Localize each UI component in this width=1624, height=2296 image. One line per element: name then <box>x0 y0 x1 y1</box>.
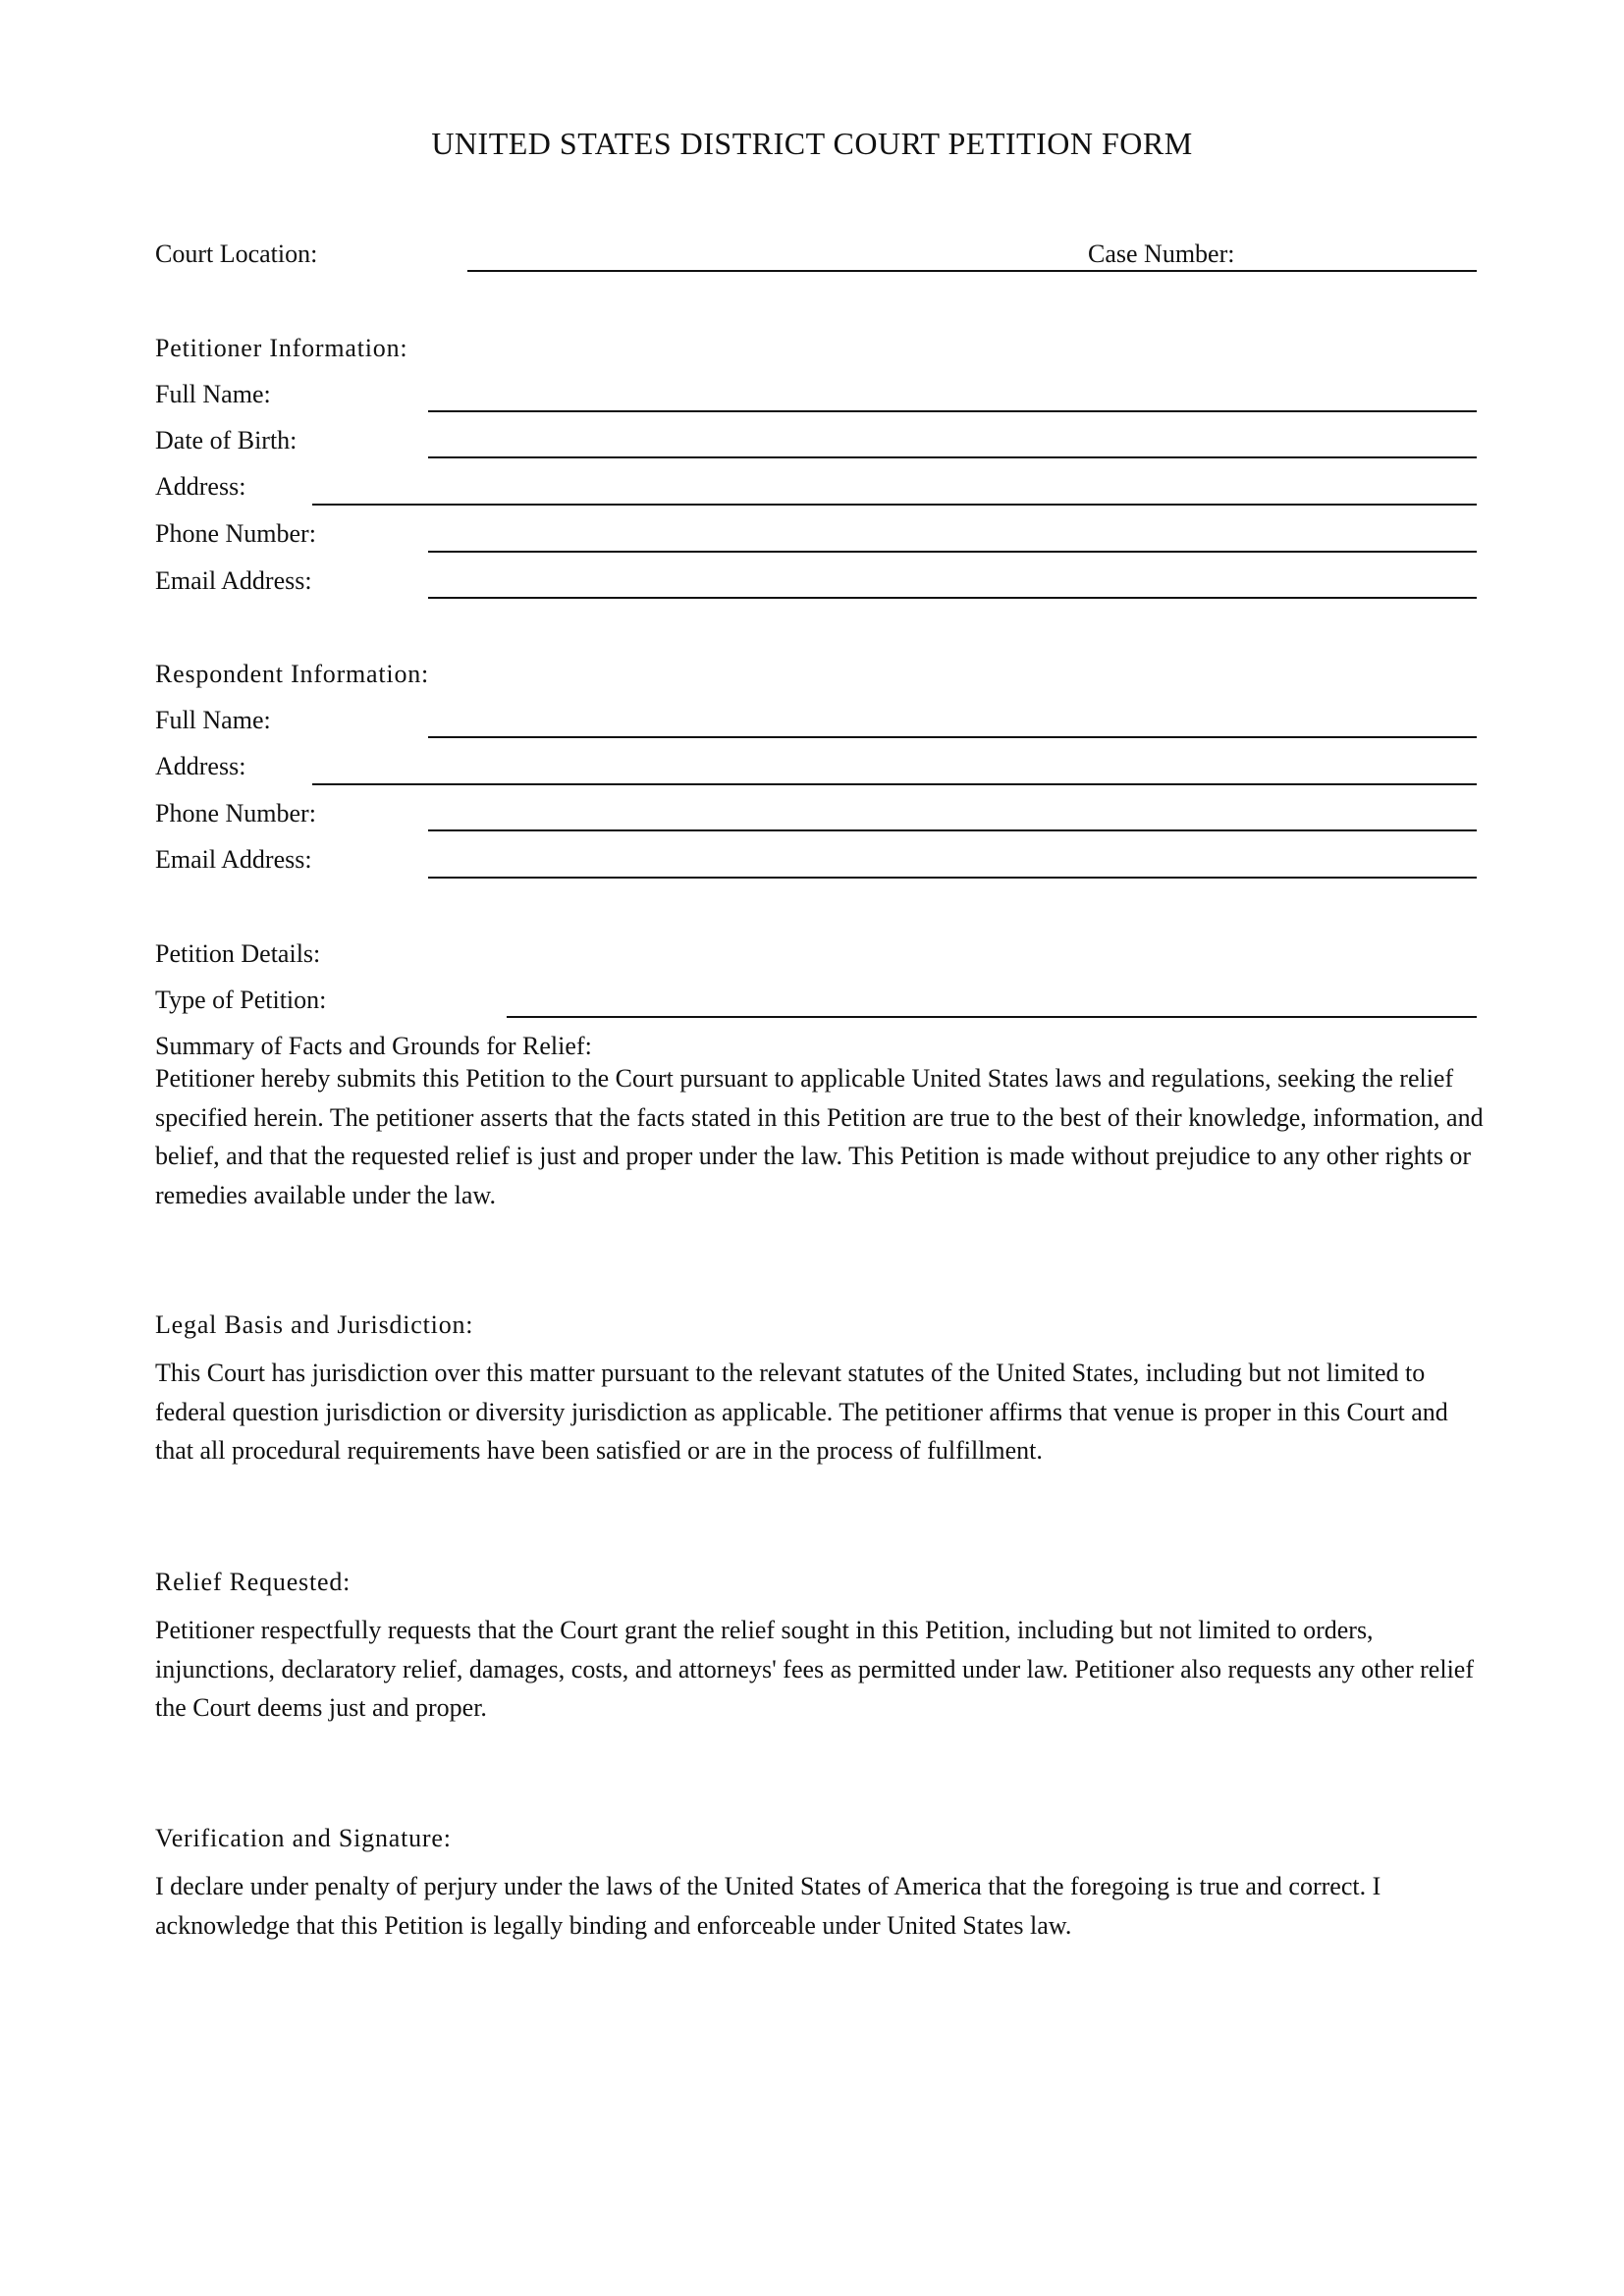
case-number-label: Case Number: <box>1088 240 1235 268</box>
summary-text: Petitioner hereby submits this Petition to the Court pursuant to applicable United States laws and regulations, seeking the relief specified herein. The petitioner asserts that the facts stated in this Petition are true to the best of their knowledge, information, and belief, and that the requested relief is just and proper under the law. This Petition is made without prejudice to any other rights or remedies available under the law. <box>155 1064 1484 1209</box>
petitioner-address-label: Address: <box>155 472 246 501</box>
relief-text: Petitioner respectfully requests that the Court grant the relief sought in this Petition, including but not limited to orders, injunctions, declaratory relief, damages, costs, and attorneys' fees as permitted under law. Petitioner also requests any other relief the Court deems just and proper. <box>155 1616 1474 1722</box>
respondent-full-name-field[interactable] <box>428 736 1477 738</box>
respondent-address-field[interactable] <box>312 783 1477 785</box>
petitioner-phone-label: Phone Number: <box>155 519 316 548</box>
verification-heading: Verification and Signature: <box>155 1824 452 1852</box>
court-location-field[interactable] <box>467 270 1477 272</box>
petitioner-dob-field[interactable] <box>428 456 1477 458</box>
legal-basis-text: This Court has jurisdiction over this matter pursuant to the relevant statutes of the United States, including but not limited to federal question jurisdiction or diversity jurisdiction as applicable. The petitioner affirms that venue is proper in this Court and that all procedural requirements have been satisfied or are in the process of fulfillment. <box>155 1359 1448 1465</box>
summary-label: Summary of Facts and Grounds for Relief: <box>155 1032 592 1060</box>
court-location-label: Court Location: <box>155 240 318 268</box>
petitioner-address-field[interactable] <box>312 504 1477 506</box>
relief-heading: Relief Requested: <box>155 1568 352 1596</box>
respondent-phone-label: Phone Number: <box>155 799 316 828</box>
respondent-address-label: Address: <box>155 752 246 780</box>
petition-type-label: Type of Petition: <box>155 986 327 1014</box>
form-title: UNITED STATES DISTRICT COURT PETITION FORM <box>431 126 1193 161</box>
petitioner-phone-field[interactable] <box>428 551 1477 553</box>
petitioner-full-name-field[interactable] <box>428 410 1477 412</box>
verification-text: I declare under penalty of perjury under the laws of the United States of America that the foregoing is true and correct. I acknowledge that this Petition is legally binding and enforceable under United States law. <box>155 1872 1381 1940</box>
legal-basis-heading: Legal Basis and Jurisdiction: <box>155 1310 474 1339</box>
petitioner-dob-label: Date of Birth: <box>155 426 298 454</box>
petitioner-email-field[interactable] <box>428 597 1477 599</box>
respondent-phone-field[interactable] <box>428 829 1477 831</box>
petition-type-field[interactable] <box>507 1016 1477 1018</box>
respondent-email-label: Email Address: <box>155 845 312 874</box>
petitioner-email-label: Email Address: <box>155 566 312 595</box>
respondent-full-name-label: Full Name: <box>155 706 271 734</box>
respondent-email-field[interactable] <box>428 877 1477 879</box>
petitioner-full-name-label: Full Name: <box>155 380 271 408</box>
petition-details-heading: Petition Details: <box>155 939 321 968</box>
respondent-heading: Respondent Information: <box>155 660 430 688</box>
petitioner-heading: Petitioner Information: <box>155 334 408 362</box>
